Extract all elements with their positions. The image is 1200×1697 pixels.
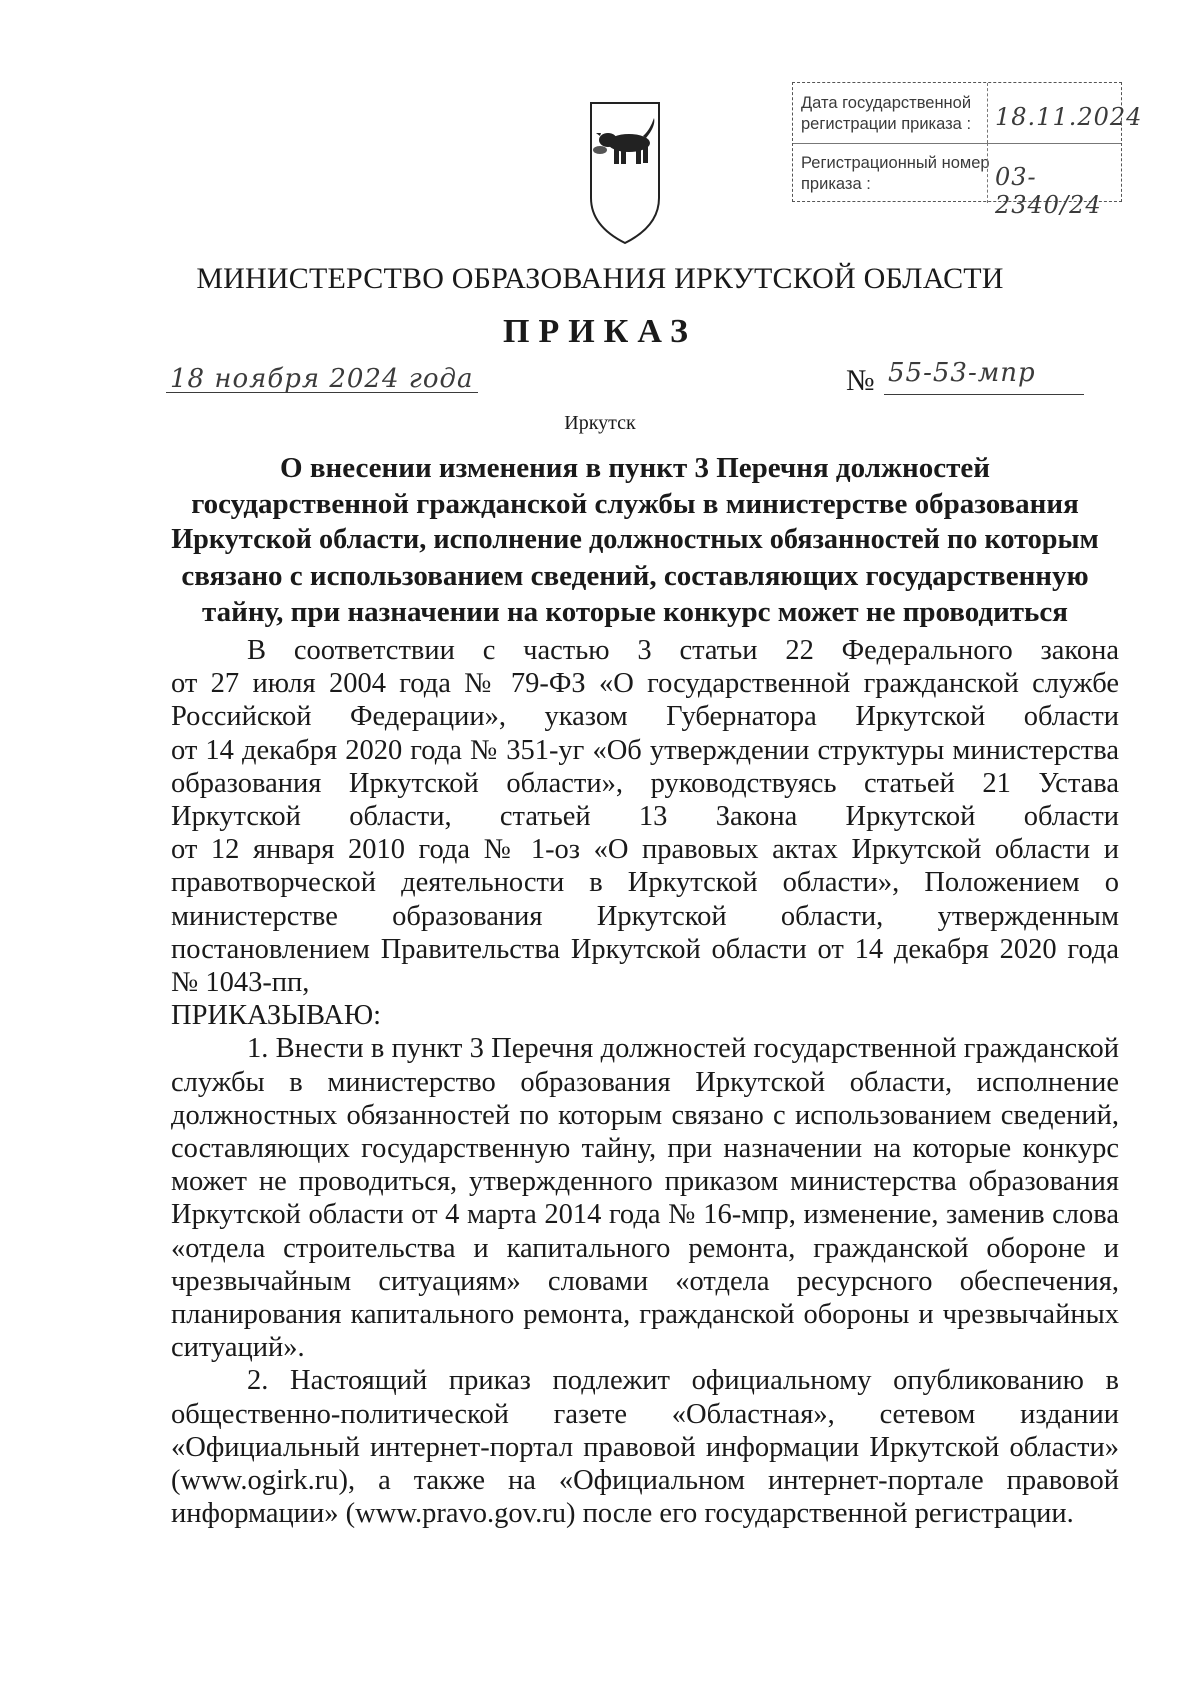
handwritten-date: 18 ноября 2024 года (170, 364, 474, 394)
preamble-line: Иркутской области, статьей 13 Закона Иркутской области (171, 801, 1119, 833)
preamble-line: министерстве образования Иркутской области, утвержденным (171, 900, 1119, 932)
item1-line: может не проводиться, утвержденного приказом министерства образования (171, 1166, 1119, 1198)
preamble-line: В соответствии с частью 3 статьи 22 Федерального закона (247, 635, 1119, 666)
item2-line: (www.ogirk.ru), а также на «Официальном интернет-портале правовой (171, 1465, 1119, 1497)
divider (987, 143, 988, 203)
preamble-line: от 14 декабря 2020 года № 351-уг «Об утверждении структуры министерства (171, 734, 1119, 766)
registration-number-value: 03-2340/24 (995, 163, 1102, 219)
registration-date-row (793, 83, 1143, 144)
preamble-line: постановлением Правительства Иркутской области от 14 декабря 2020 года (171, 933, 1119, 965)
registration-stamp (792, 82, 1143, 219)
divider (987, 83, 988, 143)
ministry-name: МИНИСТЕРСТВО ОБРАЗОВАНИЯ ИРКУТСКОЙ ОБЛАСТИ (196, 262, 1004, 295)
preamble-line: от 27 июля 2004 года № 79-ФЗ «О государственной гражданской службе (171, 668, 1119, 700)
item1-line: 1. Внести в пункт 3 Перечня должностей государственной гражданской (247, 1033, 1119, 1065)
item2-line: общественно-политической газете «Областная», сетевом издании (171, 1398, 1119, 1430)
item1-line: составляющих государственную тайну, при назначении на которые конкурс (171, 1133, 1119, 1165)
city: Иркутск (564, 412, 636, 434)
item1-line: планирования капитального ремонта, гражданской обороны и чрезвычайных (171, 1299, 1119, 1331)
registration-number-label: Регистрационный номер приказа : (801, 154, 990, 193)
number-underline (884, 394, 1084, 395)
item1-line: ситуаций». (171, 1332, 305, 1364)
item1-line: службы в министерство образования Иркутской области, исполнение (171, 1066, 1119, 1098)
preamble-line: образования Иркутской области», руководствуясь статьей 21 Устава (171, 767, 1119, 799)
item2-line: «Официальный интернет-портал правовой информации Иркутской области» (171, 1431, 1119, 1463)
registration-number-row (793, 143, 1121, 219)
item1-line: чрезвычайным ситуациям» словами «отдела ресурсного обеспечения, (171, 1265, 1119, 1297)
title-line: О внесении изменения в пункт 3 Перечня должностей (280, 452, 990, 484)
order-word: ПРИКАЗЫВАЮ: (171, 1000, 382, 1032)
document-type: ПРИКАЗ (503, 313, 697, 350)
registration-date-label: Дата государственной регистрации приказа : (801, 94, 972, 133)
preamble-line: правотворческой деятельности в Иркутской области», Положением о (171, 867, 1119, 899)
title-line: Иркутской области, исполнение должностных обязанностей по которым (171, 524, 1099, 555)
item1-line: «отдела строительства и капитального ремонта, гражданской обороне и (171, 1232, 1119, 1264)
title-line: связано с использованием сведений, составляющих государственную (181, 560, 1089, 592)
item1-line: должностных обязанностей по которым связано с использованием сведений, (171, 1099, 1119, 1131)
document-body (171, 634, 1119, 1530)
title-line: государственной гражданской службы в министерстве образования (191, 488, 1079, 520)
item2-line: 2. Настоящий приказ подлежит официальному опубликованию в (247, 1365, 1119, 1397)
preamble-line: от 12 января 2010 года № 1-оз «О правовых актах Иркутской области и (171, 834, 1119, 866)
item1-line: Иркутской области от 4 марта 2014 года № 16-мпр, изменение, заменив слова (171, 1199, 1119, 1231)
document-title (170, 450, 1100, 630)
handwritten-number: 55-53-мпр (888, 358, 1036, 388)
date-underline (166, 392, 478, 393)
item2-line: информации» (www.pravo.gov.ru) после его государственной регистрации. (171, 1498, 1074, 1530)
coat-of-arms-icon (588, 100, 662, 246)
preamble-line: № 1043-пп, (171, 967, 310, 999)
number-sign: № (846, 364, 875, 397)
registration-date-value: 18.11.2024 (995, 103, 1143, 131)
title-line: тайну, при назначении на которые конкурс может не проводиться (202, 596, 1068, 628)
preamble-line: Российской Федерации», указом Губернатора Иркутской области (171, 701, 1119, 733)
